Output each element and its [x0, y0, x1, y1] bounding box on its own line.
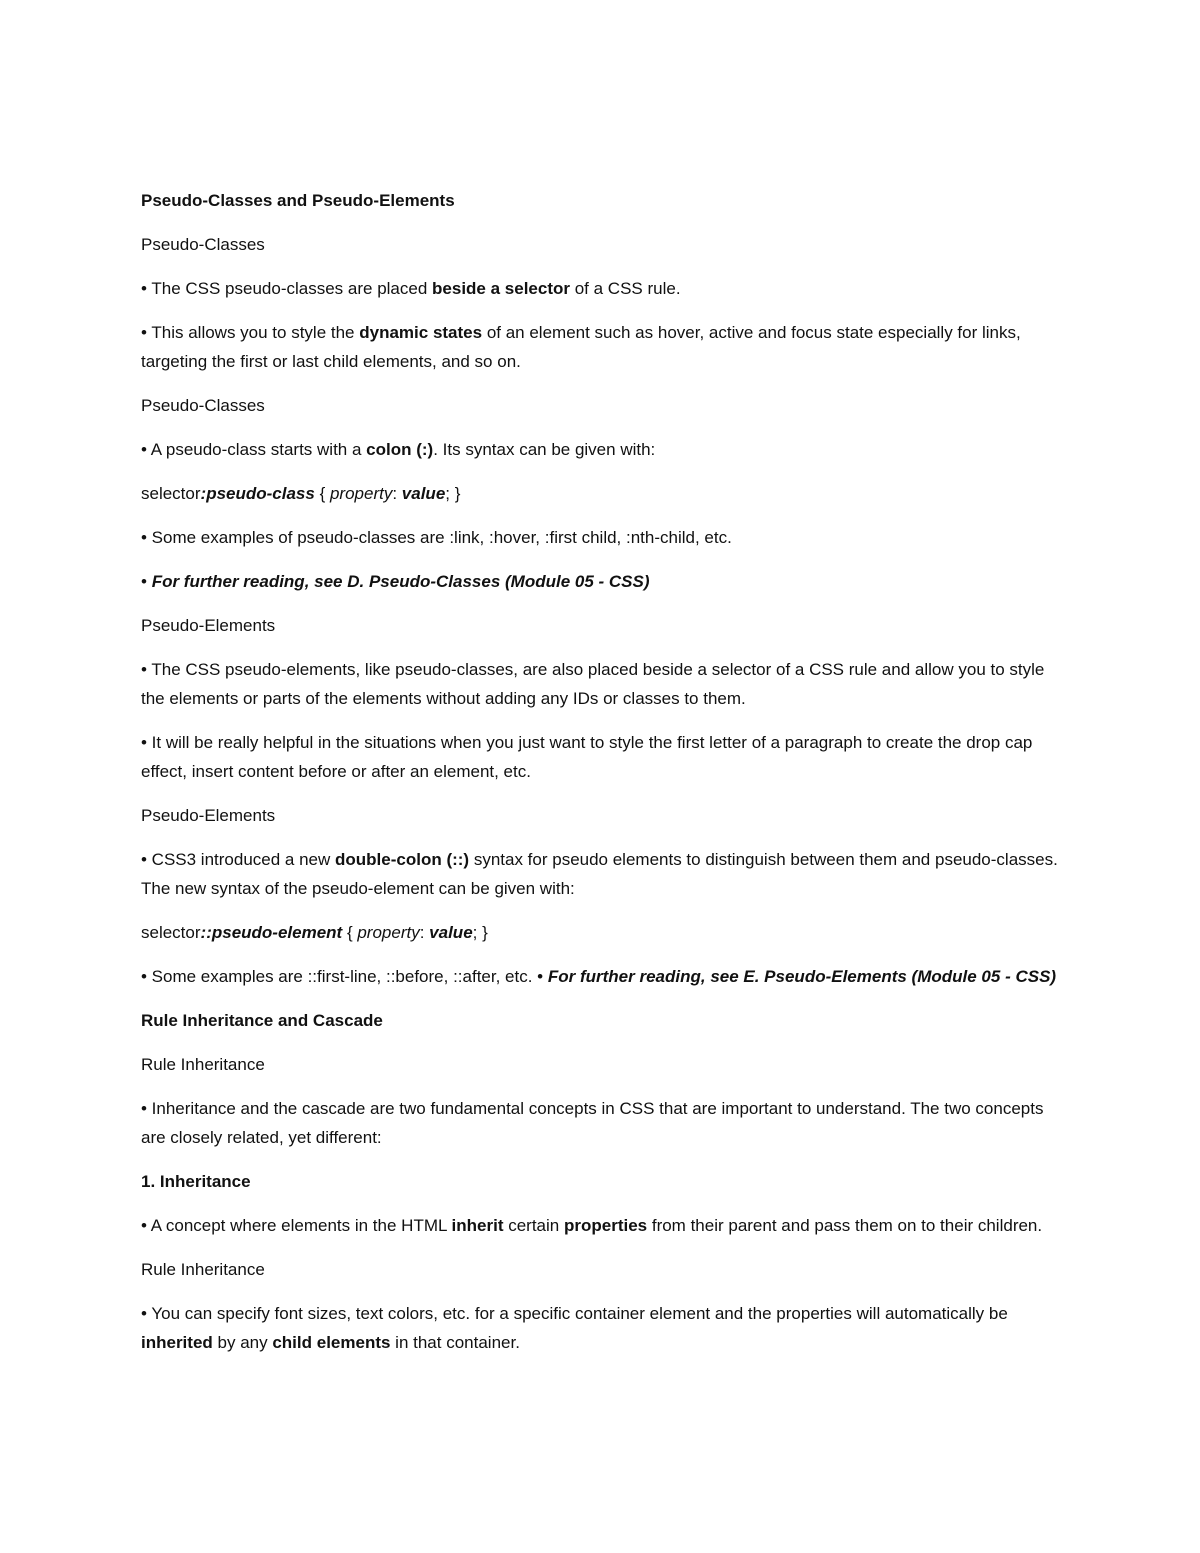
text-run: • This allows you to style the [141, 323, 360, 342]
heading-rule-inheritance: Rule Inheritance [141, 1055, 265, 1074]
text-run: • A concept where elements in the HTML [141, 1216, 452, 1235]
text-run-italic: property [329, 484, 393, 503]
text-run-bold: dynamic states [359, 323, 483, 342]
text-run: of an element such as hover, active and focus state especially for links, targeting the first or last child elements, and so on. [141, 323, 1021, 371]
heading-pseudo-elements-2: Pseudo-Elements [141, 806, 276, 825]
text-run: syntax for pseudo elements to distinguish between them and pseudo-classes. The new syntax of the pseudo-element can be given with: [141, 850, 1058, 898]
text-run: { [314, 484, 330, 503]
text-run: • The CSS pseudo-classes are placed [141, 279, 433, 298]
paragraph-bullet-10: • Inheritance and the cascade are two fundamental concepts in CSS that are important to understand. The two concepts are closely related, yet different: [141, 1099, 1044, 1147]
text-run-bold-italic: :pseudo-class [200, 484, 315, 503]
text-run-bold: child elements [272, 1333, 391, 1352]
heading-inheritance: 1. Inheritance [141, 1172, 251, 1191]
text-run: ; } [445, 484, 461, 503]
syntax-pseudo-element [141, 918, 1060, 947]
text-run-bold-italic: ::pseudo-element [200, 923, 343, 942]
text-run-bold-italic: For further reading, see D. Pseudo-Classes (Module 05 - CSS) [151, 572, 650, 591]
paragraph-bullet-8 [141, 845, 1060, 903]
text-run-bold: beside a selector [432, 279, 570, 298]
text-run-bold-italic: value [429, 923, 473, 942]
document-title: Pseudo-Classes and Pseudo-Elements [141, 191, 455, 210]
paragraph-bullet-11 [141, 1211, 1060, 1240]
text-run: ; } [472, 923, 488, 942]
text-run: by any [212, 1333, 273, 1352]
text-run-bold: inherit [451, 1216, 504, 1235]
text-run: • Some examples are ::first-line, ::before, ::after, etc. • [141, 967, 548, 986]
syntax-pseudo-class [141, 479, 1060, 508]
paragraph-bullet-1 [141, 274, 1060, 303]
heading-pseudo-elements: Pseudo-Elements [141, 616, 276, 635]
text-run: • You can specify font sizes, text colors, etc. for a specific container element and the properties will automatically be [141, 1304, 1008, 1323]
text-run-bold: double-colon (::) [335, 850, 470, 869]
text-run: • A pseudo-class starts with a [141, 440, 367, 459]
paragraph-bullet-12 [141, 1299, 1060, 1357]
text-run-bold-italic: value [401, 484, 446, 503]
text-run: from their parent and pass them on to their children. [647, 1216, 1043, 1235]
text-run-bold: colon (:) [366, 440, 434, 459]
heading-rule-inheritance-2: Rule Inheritance [141, 1260, 265, 1279]
text-run-italic: property [357, 923, 420, 942]
text-run-bold: properties [563, 1216, 648, 1235]
paragraph-bullet-7: • It will be really helpful in the situations when you just want to style the first letter of a paragraph to create the drop cap effect, insert content before or after an element, etc. [141, 733, 1033, 781]
paragraph-bullet-9 [141, 962, 1060, 991]
text-run: : [392, 484, 402, 503]
text-run: certain [503, 1216, 564, 1235]
paragraph-bullet-5 [141, 567, 1060, 596]
text-run: selector [141, 923, 201, 942]
text-run: • CSS3 introduced a new [141, 850, 336, 869]
paragraph-bullet-4: • Some examples of pseudo-classes are :link, :hover, :first child, :nth-child, etc. [141, 528, 732, 547]
paragraph-bullet-3 [141, 435, 1060, 464]
text-run-bold: inherited [141, 1333, 213, 1352]
text-run: selector [141, 484, 201, 503]
heading-pseudo-classes: Pseudo-Classes [141, 235, 265, 254]
paragraph-bullet-6: • The CSS pseudo-elements, like pseudo-classes, are also placed beside a selector of a CSS rule and allow you to style the elements or parts of the elements without adding any IDs or classes to them. [141, 660, 1045, 708]
text-run: { [342, 923, 358, 942]
heading-pseudo-classes-2: Pseudo-Classes [141, 396, 265, 415]
text-run-bold-italic: For further reading, see E. Pseudo-Elements (Module 05 - CSS) [547, 967, 1057, 986]
paragraph-bullet-2 [141, 318, 1060, 376]
text-run: in that container. [390, 1333, 520, 1352]
text-run: of a CSS rule. [570, 279, 681, 298]
text-run: . Its syntax can be given with: [433, 440, 656, 459]
heading-rule-inheritance-cascade: Rule Inheritance and Cascade [141, 1011, 383, 1030]
text-run: • [141, 572, 152, 591]
text-run: : [419, 923, 430, 942]
